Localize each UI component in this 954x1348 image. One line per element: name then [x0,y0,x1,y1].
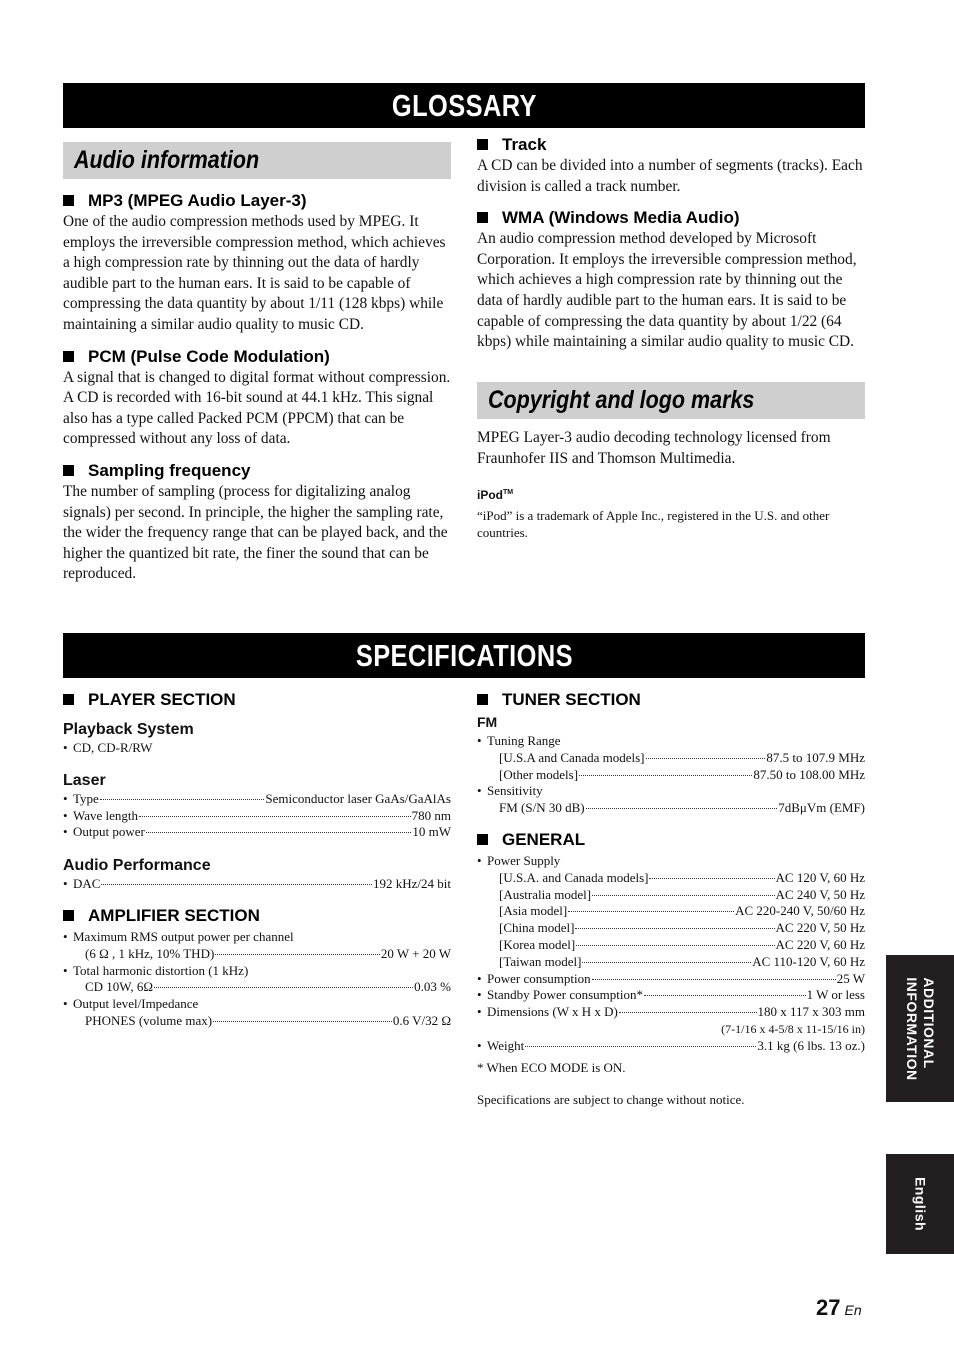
spec-value: 87.5 to 107.9 MHz [766,749,865,765]
spec-label: Weight [487,1037,525,1053]
spec-value: 87.50 to 108.00 MHz [753,766,865,782]
player-section-label: PLAYER SECTION [88,690,236,709]
tab-label-line1: ADDITIONAL [921,976,937,1069]
glossary-entry-mp3 [63,190,452,336]
entry-text: The number of sampling (process for digitalizing analog signals) per second. In principle, the higher the sampling rate, the wider the frequency range that can be played back, and the higher the quantized bit rate, the finer the sound that can be reproduced. [63,482,448,583]
general-section-label: GENERAL [502,829,586,849]
specs-right-column [477,689,865,1109]
spec-label: Type [73,790,99,806]
spec-value: 780 nm [411,807,451,823]
bullet-square-icon [63,351,74,362]
glossary-left-column [63,190,452,585]
spec-value: 3.1 kg (6 lbs. 13 oz.) [757,1037,865,1053]
laser-wavelength-row: • Wave length 780 nm [63,807,451,823]
laser-output-row: • Output power 10 mW [63,824,451,840]
entry-title: Sampling frequency [88,460,251,480]
spec-value: 1 W or less [806,987,865,1003]
entry-text: A signal that is changed to digital format without compression. A CD is recorded with 16-bit sound at 44.1 kHz. This signal also has a type called Packed PCM (PPCM) that can be compressed without any loss of data. [63,368,451,448]
bullet-square-icon [477,834,488,845]
entry-title: MP3 (MPEG Audio Layer-3) [88,191,307,210]
bullet-square-icon [63,694,74,705]
amp-item-head: • Total harmonic distortion (1 kHz) [63,962,249,978]
tuner-section-label: TUNER SECTION [502,690,641,709]
spec-label: [U.S.A and Canada models] [499,749,645,765]
spec-value: AC 220-240 V, 50/60 Hz [735,903,865,919]
power-supply-row [477,870,865,887]
spec-label: (6 Ω , 1 kHz, 10% THD) [85,945,215,961]
standby-power-row: • Standby Power consumption* 1 W or less [477,987,865,1003]
power-supply-row [477,887,865,904]
glossary-title: GLOSSARY [391,88,537,123]
dimensions-row: • Dimensions (W x H x D) 180 x 117 x 303 mm [477,1004,865,1020]
spec-label: PHONES (volume max) [85,1012,213,1028]
spec-label: [Australia model] [499,886,592,902]
bullet-square-icon [63,465,74,476]
spec-value: AC 220 V, 60 Hz [775,936,865,952]
power-supply-row [477,954,865,971]
ipod-label: iPod [477,488,503,503]
fm-heading: FM [477,714,498,730]
tuning-range-label: Tuning Range [487,733,561,748]
ipod-tm: TM [503,489,514,497]
amp-item-row [63,1013,451,1030]
playback-system-heading: Playback System [63,721,194,738]
spec-value: 0.03 % [414,979,451,995]
power-supply-row [477,920,865,937]
glossary-entry-wma [477,207,866,353]
amp-item-row [63,946,451,963]
spec-label: [Korea model] [499,936,576,952]
change-note: Specifications are subject to change without notice. [477,1092,745,1108]
amp-item-head-text: Output level/Impedance [73,996,199,1012]
eco-note: * When ECO MODE is ON. [477,1059,626,1075]
spec-label: FM (S/N 30 dB) [499,800,585,816]
specifications-banner [63,633,865,678]
sensitivity-row [477,800,865,817]
power-supply-row [477,937,865,954]
spec-value: AC 240 V, 50 Hz [775,886,865,902]
glossary-right-column [477,134,866,353]
tuning-range-row [477,767,865,784]
power-supply-row [477,903,865,920]
entry-title: Track [502,135,547,154]
tab-label-line2: INFORMATION [904,976,920,1081]
amplifier-section-heading [63,905,451,927]
copyright-header [477,382,865,419]
english-tab[interactable] [886,1154,954,1254]
spec-label: [U.S.A. and Canada models] [499,869,649,885]
amp-item-head: • Maximum RMS output power per channel [63,928,294,944]
spec-label: DAC [73,876,101,892]
specifications-title: SPECIFICATIONS [355,638,573,673]
bullet-square-icon [63,910,74,921]
sensitivity-head: • Sensitivity [477,783,543,799]
page-lang: En [844,1302,862,1318]
weight-row: • Weight 3.1 kg (6 lbs. 13 oz.) [477,1037,865,1053]
copyright-title: Copyright and logo marks [488,386,755,414]
tuning-range-row [477,750,865,767]
sensitivity-label: Sensitivity [487,783,543,799]
dac-row: • DAC 192 kHz/24 bit [63,876,451,892]
spec-value: AC 220 V, 50 Hz [775,920,865,936]
general-section-heading [477,829,865,851]
laser-type-row: • Type Semiconductor laser GaAs/GaAlAs [63,790,451,806]
spec-value: 180 x 117 x 303 mm [757,1004,865,1020]
player-section-heading [63,689,451,711]
audio-performance-heading: Audio Performance [63,857,211,875]
amp-item-head: • Output level/Impedance [63,996,199,1012]
spec-value: 7dBμVm (EMF) [778,800,865,816]
spec-label: [China model] [499,920,575,936]
spec-label: [Taiwan model] [499,953,582,969]
spec-label: Standby Power consumption* [487,987,643,1003]
spec-value: 20 W + 20 W [380,945,451,961]
spec-label: Power consumption [487,970,591,986]
power-supply-label: Power Supply [487,852,561,868]
entry-title: WMA (Windows Media Audio) [502,208,740,228]
spec-value: 25 W [836,970,865,986]
additional-information-tab[interactable] [886,955,954,1102]
spec-value: 10 mW [412,824,451,840]
entry-title: PCM (Pulse Code Modulation) [88,346,330,366]
glossary-entry-pcm [63,346,452,450]
entry-text: An audio compression method developed by Microsoft Corporation. It employs the irreversible compression method, which achieves a high compression rate by thinning out the data of hardly audible part to the human ears. It is said to be capable of compressing the data quantity by about 1/22 (64 kbps) while maintaining a similar audio quality to music CD. [477,230,857,351]
playback-system-value: CD, CD-R/RW [73,740,153,755]
laser-heading: Laser [63,771,106,789]
playback-system-item: • CD, CD-R/RW [63,740,153,755]
entry-text: A CD can be divided into a number of segments (tracks). Each division is called a track number. [477,157,863,195]
ipod-text: “iPod” is a trademark of Apple Inc., registered in the U.S. and other countries. [477,508,830,540]
glossary-entry-sampling [63,460,452,585]
bullet-square-icon [63,195,74,206]
copyright-text: MPEG Layer-3 audio decoding technology licensed from Fraunhofer IIS and Thomson Multimedia. [477,429,831,467]
english-tab-label: English [912,1176,929,1232]
bullet-square-icon [477,139,488,150]
spec-label: [Asia model] [499,903,568,919]
tuning-range-head: • Tuning Range [477,733,561,748]
page-number [816,1295,862,1321]
amplifier-section-label: AMPLIFIER SECTION [88,905,260,925]
spec-value: AC 120 V, 60 Hz [775,869,865,885]
bullet-square-icon [477,694,488,705]
amp-item-head-text: Total harmonic distortion (1 kHz) [73,962,249,978]
glossary-entry-track [477,134,866,197]
ipod-heading [477,484,866,504]
spec-label: Wave length [73,807,139,823]
spec-value: 0.6 V/32 Ω [392,1012,451,1028]
spec-value: AC 110-120 V, 60 Hz [752,953,865,969]
amp-item-head-text: Maximum RMS output power per channel [73,928,294,944]
spec-label: [Other models] [499,766,579,782]
spec-label: CD 10W, 6Ω [85,979,154,995]
amp-item-row [63,979,451,996]
entry-text: One of the audio compression methods used by MPEG. It employs the irreversible compression method, which achieves a high compression rate by thinning out the data of hardly audible part to the human ears. It is said to be capable of compressing the data quantity by about 1/11 (128 kbps) while maintaining a similar audio quality to music CD. [63,213,446,333]
page-number-value: 27 [816,1295,841,1320]
bullet-square-icon [477,212,488,223]
glossary-banner [63,83,865,128]
spec-value: Semiconductor laser GaAs/GaAlAs [265,790,451,806]
power-supply-head: • Power Supply [477,852,561,868]
audio-information-header [63,142,451,179]
spec-label: Output power [73,824,145,840]
tuner-section-heading [477,689,865,711]
audio-information-title: Audio information [74,146,260,174]
spec-label: Dimensions (W x H x D) [487,1004,618,1020]
specs-left-column [63,689,451,1030]
dimensions-inch: (7-1/16 x 4-5/8 x 11-15/16 in) [721,1021,865,1036]
copyright-section [477,428,866,542]
power-consumption-row: • Power consumption 25 W [477,970,865,986]
spec-value: 192 kHz/24 bit [373,876,451,892]
